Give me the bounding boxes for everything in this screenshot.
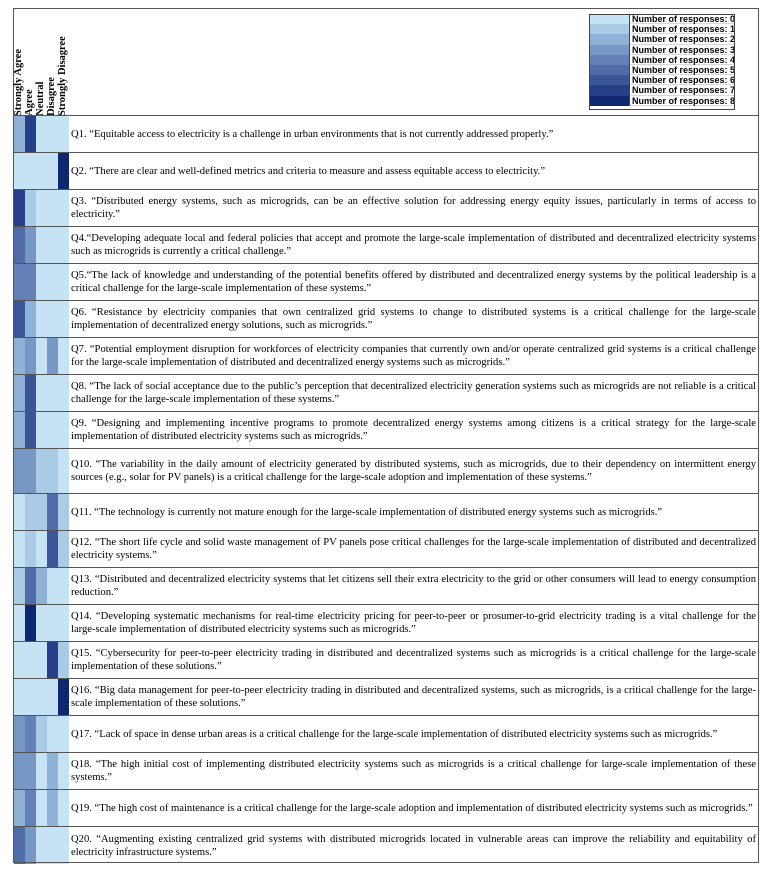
heatmap-row bbox=[14, 300, 758, 337]
heatmap-cell bbox=[47, 568, 58, 604]
heatmap-cell bbox=[58, 827, 69, 864]
heatmap-cell bbox=[36, 153, 47, 189]
legend-swatch bbox=[589, 75, 630, 85]
heatmap-cell bbox=[47, 494, 58, 530]
heatmap-cell bbox=[36, 753, 47, 789]
question-label: Q13. “Distributed and decentralized electricity systems that let citizens sell their extra electricity to the grid or other consumers will lead to energy consumption reduction.” bbox=[71, 574, 756, 598]
legend-label: Number of responses: 3 bbox=[631, 44, 735, 55]
heatmap-row bbox=[14, 789, 758, 826]
heatmap-row bbox=[14, 263, 758, 300]
heatmap-cell bbox=[25, 642, 36, 678]
legend-entry bbox=[589, 45, 735, 55]
legend-entry bbox=[589, 14, 735, 24]
legend-entry bbox=[589, 24, 735, 34]
heatmap-cell bbox=[14, 301, 25, 337]
legend-label: Number of responses: 4 bbox=[631, 54, 735, 65]
heatmap-cell bbox=[47, 338, 58, 374]
heatmap-cell bbox=[25, 375, 36, 411]
heatmap-cell bbox=[25, 494, 36, 530]
question-label: Q3. “Distributed energy systems, such as microgrids, can be an effective solution for addressing energy equity issues, particularly in terms of access to electricity.” bbox=[71, 196, 756, 220]
heatmap-cell bbox=[58, 227, 69, 263]
heatmap-cell bbox=[36, 412, 47, 448]
heatmap-cell bbox=[36, 790, 47, 826]
heatmap-cell bbox=[36, 338, 47, 374]
heatmap-cell bbox=[36, 531, 47, 567]
heatmap-cell bbox=[36, 375, 47, 411]
question-label: Q20. “Augmenting existing centralized grid systems with distributed microgrids located in vulnerable areas can improve the reliability and equitability of electricity infrastructure systems.” bbox=[71, 833, 756, 858]
heatmap-row bbox=[14, 752, 758, 789]
heatmap-cell bbox=[36, 679, 47, 715]
heatmap-cell bbox=[14, 605, 25, 641]
table-bottom-border bbox=[14, 862, 758, 863]
heatmap-cell bbox=[14, 153, 25, 189]
heatmap-cell bbox=[47, 264, 58, 300]
heatmap-cell bbox=[58, 494, 69, 530]
question-label: Q1. “Equitable access to electricity is a challenge in urban environments that is not currently addressed properly.” bbox=[71, 128, 554, 140]
heatmap-row bbox=[14, 115, 758, 152]
heatmap-cell bbox=[47, 679, 58, 715]
legend-label: Number of responses: 7 bbox=[631, 85, 735, 96]
heatmap-cell bbox=[47, 153, 58, 189]
heatmap-row bbox=[14, 678, 758, 715]
heatmap-cell bbox=[14, 412, 25, 448]
legend-swatch bbox=[589, 34, 630, 44]
heatmap-cell bbox=[47, 375, 58, 411]
heatmap-cell bbox=[25, 153, 36, 189]
legend-entry bbox=[589, 55, 735, 65]
heatmap-row bbox=[14, 226, 758, 263]
heatmap-cell bbox=[14, 642, 25, 678]
question-label: Q12. “The short life cycle and solid waste management of PV panels pose critical challenges for the large-scale implementation of distributed and decentralized electricity systems.” bbox=[71, 537, 756, 561]
heatmap-cell bbox=[58, 264, 69, 300]
legend-label: Number of responses: 8 bbox=[631, 95, 735, 106]
legend-entry bbox=[589, 34, 735, 44]
heatmap-cell bbox=[47, 116, 58, 152]
heatmap-cell bbox=[14, 716, 25, 752]
legend bbox=[589, 14, 735, 106]
heatmap-cell bbox=[47, 605, 58, 641]
heatmap-cell bbox=[47, 190, 58, 226]
heatmap-cell bbox=[14, 790, 25, 826]
heatmap-cell bbox=[14, 338, 25, 374]
heatmap-cell bbox=[58, 190, 69, 226]
heatmap-row bbox=[14, 189, 758, 226]
heatmap-cell bbox=[47, 301, 58, 337]
heatmap-cell bbox=[25, 716, 36, 752]
heatmap-cell bbox=[36, 605, 47, 641]
heatmap-cell bbox=[36, 301, 47, 337]
question-label: Q19. “The high cost of maintenance is a critical challenge for the large-scale adoption and implementation of distributed electricity systems such as microgrids.” bbox=[71, 802, 753, 814]
column-header: Neutral bbox=[35, 81, 46, 116]
heatmap-cell bbox=[47, 642, 58, 678]
question-label: Q16. “Big data management for peer-to-peer electricity trading in distributed and decentralized systems, such as microgrids, is a critical challenge for the large-scale implementation of these solutions.” bbox=[71, 685, 756, 709]
heatmap-cell bbox=[36, 190, 47, 226]
question-label: Q15. “Cybersecurity for peer-to-peer electricity trading in distributed and decentralized systems such as microgrids is a critical challenge for the large-scale implementation of these solutions.” bbox=[71, 648, 756, 672]
heatmap-cell bbox=[36, 494, 47, 530]
question-label: Q11. “The technology is currently not mature enough for the large-scale implementation of distributed energy systems such as microgrids.” bbox=[71, 506, 663, 518]
question-label: Q2. “There are clear and well-defined metrics and criteria to measure and assess equitable access to electricity.” bbox=[71, 165, 546, 177]
heatmap-cell bbox=[47, 716, 58, 752]
heatmap-cell bbox=[14, 568, 25, 604]
heatmap-cell bbox=[36, 642, 47, 678]
legend-swatch bbox=[589, 24, 630, 34]
heatmap-cell bbox=[36, 568, 47, 604]
column-header: Agree bbox=[24, 89, 35, 116]
heatmap-cell bbox=[14, 494, 25, 530]
heatmap-cell bbox=[25, 301, 36, 337]
heatmap-cell bbox=[25, 116, 36, 152]
heatmap-cell bbox=[47, 531, 58, 567]
heatmap-cell bbox=[25, 338, 36, 374]
heatmap-cell bbox=[58, 679, 69, 715]
heatmap-row bbox=[14, 826, 758, 864]
heatmap-cell bbox=[58, 642, 69, 678]
question-label: Q5.“The lack of knowledge and understanding of the potential benefits offered by distributed and decentralized energy systems by the political leadership is a critical challenge for the large-scale implementation of these systems.” bbox=[71, 270, 756, 294]
legend-swatch bbox=[589, 14, 630, 24]
question-label: Q8. “The lack of social acceptance due to the public’s perception that decentralized electricity generation systems such as microgrids are not reliable is a critical challenge for the large-scale implementation of these systems.” bbox=[71, 381, 756, 405]
heatmap-cell bbox=[25, 190, 36, 226]
heatmap-cell bbox=[47, 827, 58, 864]
heatmap-cell bbox=[14, 449, 25, 493]
heatmap-cell bbox=[58, 153, 69, 189]
heatmap-cell bbox=[58, 301, 69, 337]
question-label: Q7. “Potential employment disruption for workforces of electricity companies that currently own and/or operate centralized grid systems is a critical challenge for the large-scale implementation of distributed and decentralized energy systems such as microgrids.” bbox=[71, 344, 756, 368]
heatmap-cell bbox=[36, 449, 47, 493]
legend-label: Number of responses: 0 bbox=[631, 14, 735, 24]
heatmap-cell bbox=[58, 716, 69, 752]
heatmap-row bbox=[14, 411, 758, 448]
legend-swatch bbox=[589, 96, 630, 106]
heatmap-cell bbox=[14, 679, 25, 715]
heatmap-cell bbox=[58, 753, 69, 789]
heatmap-cell bbox=[14, 190, 25, 226]
heatmap-row bbox=[14, 448, 758, 493]
legend-label: Number of responses: 6 bbox=[631, 75, 735, 86]
heatmap-cell bbox=[14, 827, 25, 864]
column-header: Disagree bbox=[46, 77, 57, 116]
heatmap-cell bbox=[58, 338, 69, 374]
legend-entry bbox=[589, 96, 735, 106]
heatmap-cell bbox=[36, 827, 47, 864]
heatmap-cell bbox=[14, 753, 25, 789]
heatmap-row bbox=[14, 530, 758, 567]
heatmap-cell bbox=[47, 227, 58, 263]
heatmap-cell bbox=[58, 375, 69, 411]
legend-entry bbox=[589, 65, 735, 75]
question-label: Q4.“Developing adequate local and federal policies that accept and promote the large-scale implementation of distributed and decentralized electricity systems such as microgrids is currently a critical challenge.” bbox=[71, 233, 756, 257]
legend-swatch bbox=[589, 65, 630, 75]
heatmap-row bbox=[14, 493, 758, 530]
column-header: Strongly Agree bbox=[13, 49, 24, 116]
legend-swatch bbox=[589, 45, 630, 55]
heatmap-cell bbox=[47, 790, 58, 826]
question-label: Q17. “Lack of space in dense urban areas is a critical challenge for the large-scale implementation of distributed electricity systems such as microgrids.” bbox=[71, 728, 718, 740]
legend-label: Number of responses: 1 bbox=[631, 24, 735, 35]
heatmap-cell bbox=[36, 227, 47, 263]
heatmap-row bbox=[14, 374, 758, 411]
heatmap-cell bbox=[58, 116, 69, 152]
question-label: Q18. “The high initial cost of implementing distributed electricity systems such as microgrids is a critical challenge for large-scale implementation of these systems.” bbox=[71, 759, 756, 783]
column-header: Strongly Disagree bbox=[57, 36, 68, 116]
heatmap-cell bbox=[25, 568, 36, 604]
heatmap-cell bbox=[14, 375, 25, 411]
heatmap-cell bbox=[58, 790, 69, 826]
heatmap-row bbox=[14, 715, 758, 752]
heatmap-row bbox=[14, 641, 758, 678]
question-label: Q6. “Resistance by electricity companies that own centralized grid systems to change to distributed systems is a critical challenge for the large-scale implementation of decentralized energy solutions, such as microgrids.” bbox=[71, 307, 756, 331]
legend-swatch bbox=[589, 85, 630, 95]
heatmap-cell bbox=[25, 531, 36, 567]
legend-label: Number of responses: 5 bbox=[631, 64, 735, 75]
heatmap-cell bbox=[47, 449, 58, 493]
heatmap-cell bbox=[36, 264, 47, 300]
heatmap-cell bbox=[14, 116, 25, 152]
heatmap-cell bbox=[58, 605, 69, 641]
heatmap-cell bbox=[25, 449, 36, 493]
legend-entry bbox=[589, 75, 735, 85]
heatmap-row bbox=[14, 337, 758, 374]
heatmap-cell bbox=[14, 264, 25, 300]
heatmap-cell bbox=[58, 449, 69, 493]
heatmap-row bbox=[14, 152, 758, 189]
heatmap-cell bbox=[25, 827, 36, 864]
heatmap-cell bbox=[25, 264, 36, 300]
heatmap-cell bbox=[36, 716, 47, 752]
heatmap-cell bbox=[25, 605, 36, 641]
heatmap-cell bbox=[58, 412, 69, 448]
heatmap-row bbox=[14, 604, 758, 641]
legend-label: Number of responses: 2 bbox=[631, 34, 735, 45]
heatmap-cell bbox=[14, 227, 25, 263]
heatmap-cell bbox=[14, 531, 25, 567]
question-label: Q10. “The variability in the daily amount of electricity generated by distributed systems, such as microgrids, due to their dependency on intermittent energy sources (e.g., solar for PV panels) is a critical challenge for the large-scale adoption and implementation of these systems.” bbox=[71, 459, 756, 483]
heatmap-cell bbox=[25, 227, 36, 263]
heatmap-cell bbox=[58, 568, 69, 604]
heatmap-cell bbox=[36, 116, 47, 152]
heatmap-row bbox=[14, 567, 758, 604]
legend-swatch bbox=[589, 55, 630, 65]
heatmap-cell bbox=[25, 790, 36, 826]
heatmap-cell bbox=[58, 531, 69, 567]
heatmap-cell bbox=[47, 412, 58, 448]
heatmap-cell bbox=[25, 679, 36, 715]
legend-entry bbox=[589, 85, 735, 95]
heatmap-cell bbox=[25, 412, 36, 448]
heatmap-cell bbox=[25, 753, 36, 789]
heatmap-cell bbox=[47, 753, 58, 789]
question-label: Q9. “Designing and implementing incentive programs to promote decentralized energy systems among citizens is a critical strategy for the large-scale implementation of distributed electricity systems such as microgrids.” bbox=[71, 418, 756, 442]
question-label: Q14. “Developing systematic mechanisms for real-time electricity pricing for peer-to-peer or prosumer-to-grid electricity trading is a vital challenge for the large-scale implementation of distributed electricity systems such as microgrids.” bbox=[71, 611, 756, 635]
